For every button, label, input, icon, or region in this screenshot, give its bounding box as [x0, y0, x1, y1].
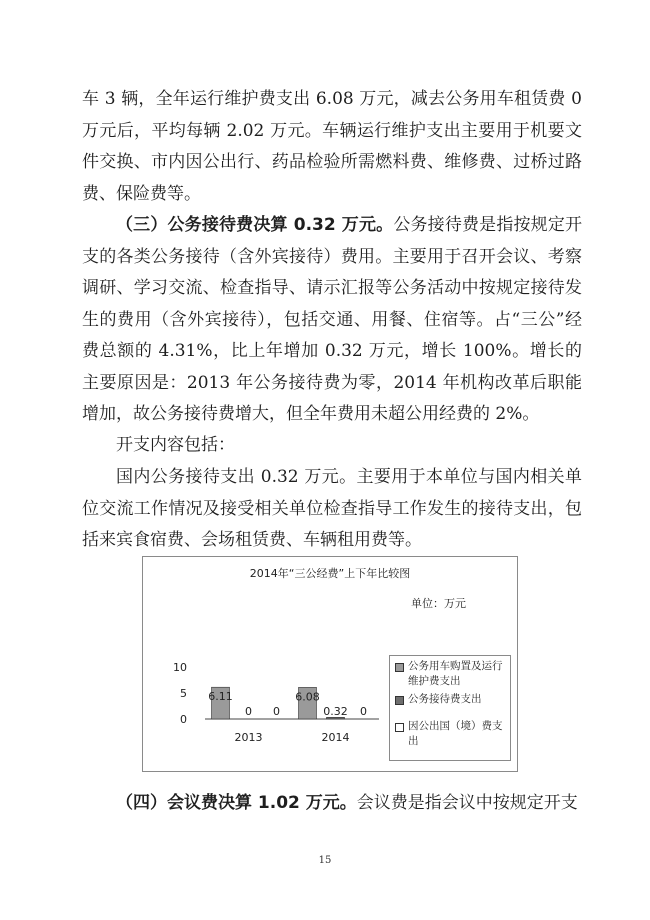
paragraph-expense-contents-label: 开支内容包括：	[116, 435, 235, 455]
data-label-2013-series-1: 0	[245, 705, 252, 718]
legend-swatch-reception	[395, 696, 404, 705]
x-tick-label-2013: 2013	[234, 731, 263, 744]
chart-unit-label: 单位：万元	[411, 597, 466, 610]
paragraph-vehicle-maintenance: 车 3 辆，全年运行维护费支出 6.08 万元，减去公务用车租赁费 0 万元后，平均每辆 2.02 万元。车辆运行维护支出主要用于机要文件交换、市内因公出行、药品检验所需燃料费、维修费、过桥过路费、保险费等。	[82, 89, 582, 204]
legend-item-vehicle	[390, 656, 510, 689]
legend-swatch-vehicle	[395, 663, 404, 672]
legend-label-reception: 公务接待费支出	[408, 693, 482, 705]
chart-title: 2014年“三公经费”上下年比较图	[249, 567, 411, 580]
legend-swatch-overseas	[395, 723, 404, 732]
data-label-2014-series-2: 0	[360, 705, 367, 718]
x-tick-label-2014: 2014	[321, 731, 350, 744]
section-heading-reception: （三）公务接待费决算 0.32 万元。	[116, 215, 394, 235]
y-tick-label-2: 0	[180, 713, 187, 726]
section-heading-meeting: （四）会议费决算 1.02 万元。	[116, 793, 357, 813]
legend-item-reception	[390, 689, 510, 707]
y-tick-label-1: 5	[180, 687, 187, 700]
legend-label-overseas: 因公出国（境）费支出	[408, 720, 503, 747]
chart-legend	[389, 655, 511, 761]
data-label-2013-series-0: 6.11	[208, 690, 233, 704]
meeting-description: 会议费是指会议中按规定开支	[356, 793, 578, 813]
chart-plot	[143, 557, 383, 771]
y-tick-label-0: 10	[173, 661, 187, 674]
page-number: 15	[318, 855, 332, 866]
reception-description: 公务接待费是指按规定开支的各类公务接待（含外宾接待）费用。主要用于召开会议、考察调研、学习交流、检查指导、请示汇报等公务活动中按规定接待发生的费用（含外宾接待），包括交通、用餐、住宿等。占“三公”经费总额的 4.31%，比上年增加 0.32 万元，增长 100%。增长的主要原因是：2013 年公务接待费为零，2014 年机构改革后职能增加，故公务接待费增大，但全年费用未超公用经费的 2%。	[82, 215, 582, 424]
paragraph-meeting-expenses	[82, 788, 582, 820]
paragraph-domestic-reception: 国内公务接待支出 0.32 万元。主要用于本单位与国内相关单位交流工作情况及接受相关单位检查指导工作发生的接待支出，包括来宾食宿费、会场租赁费、车辆租用费等。	[82, 467, 582, 550]
legend-label-vehicle: 公务用车购置及运行维护费支出	[408, 660, 503, 687]
data-label-2014-series-0: 6.08	[295, 690, 320, 704]
data-label-2014-series-1: 0.32	[323, 705, 348, 718]
legend-item-overseas	[390, 707, 510, 749]
paragraph-reception-expenses	[82, 210, 582, 431]
data-label-2013-series-2: 0	[273, 705, 280, 718]
comparison-chart	[142, 556, 518, 772]
